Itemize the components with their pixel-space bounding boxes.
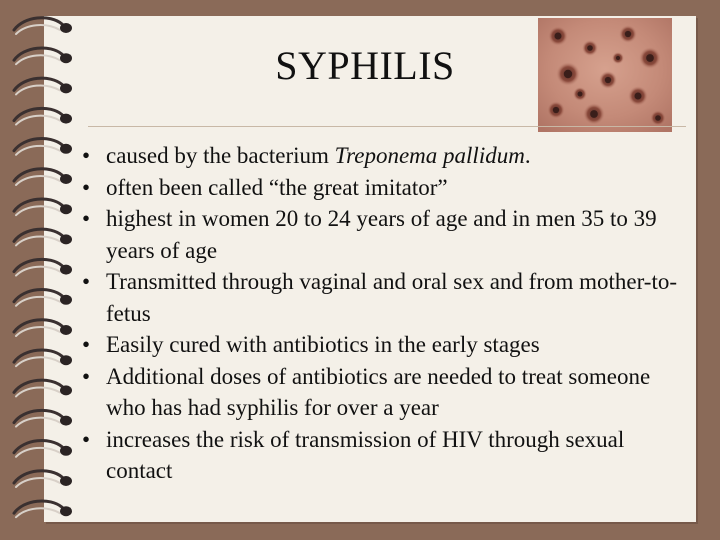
bullet-dot: •: [82, 426, 91, 452]
slide-title: SYPHILIS: [275, 43, 455, 88]
bullet-text: Additional doses of antibiotics are needed to treat someone who has had syphilis for over a year: [106, 363, 651, 420]
bullet-item: [82, 172, 682, 204]
bullet-item: [82, 266, 682, 329]
bullet-text: increases the risk of transmission of HIV through sexual contact: [106, 426, 625, 483]
bullet-text: highest in women 20 to 24 years of age and in men 35 to 39 years of age: [106, 206, 657, 263]
skin-lesion-photo: [538, 18, 672, 132]
bullet-text-part: caused by the bacterium: [106, 143, 335, 168]
species-name: Treponema pallidum: [334, 143, 525, 168]
bullet-dot: •: [82, 143, 91, 168]
bullet-item: [82, 361, 682, 424]
bullet-dot: •: [82, 269, 91, 294]
bullet-dot: •: [82, 363, 91, 389]
bullet-item: [82, 140, 682, 172]
bullet-item: [82, 203, 682, 266]
bullet-list: [82, 140, 682, 487]
title-divider: [88, 126, 686, 127]
bullet-item: [82, 424, 682, 487]
bullet-text: Transmitted through vaginal and oral sex and from mother-to-fetus: [106, 269, 678, 326]
bullet-dot: •: [82, 206, 91, 231]
spiral-binding-icon: [0, 0, 90, 540]
bullet-text-part: .: [524, 143, 531, 168]
bullet-dot: •: [82, 174, 91, 200]
bullet-text: often been called “the great imitator”: [106, 174, 448, 200]
bullet-dot: •: [82, 332, 91, 357]
bullet-text: Easily cured with antibiotics in the early stages: [106, 332, 540, 357]
bullet-item: [82, 329, 682, 361]
bullet-text: [106, 143, 531, 168]
